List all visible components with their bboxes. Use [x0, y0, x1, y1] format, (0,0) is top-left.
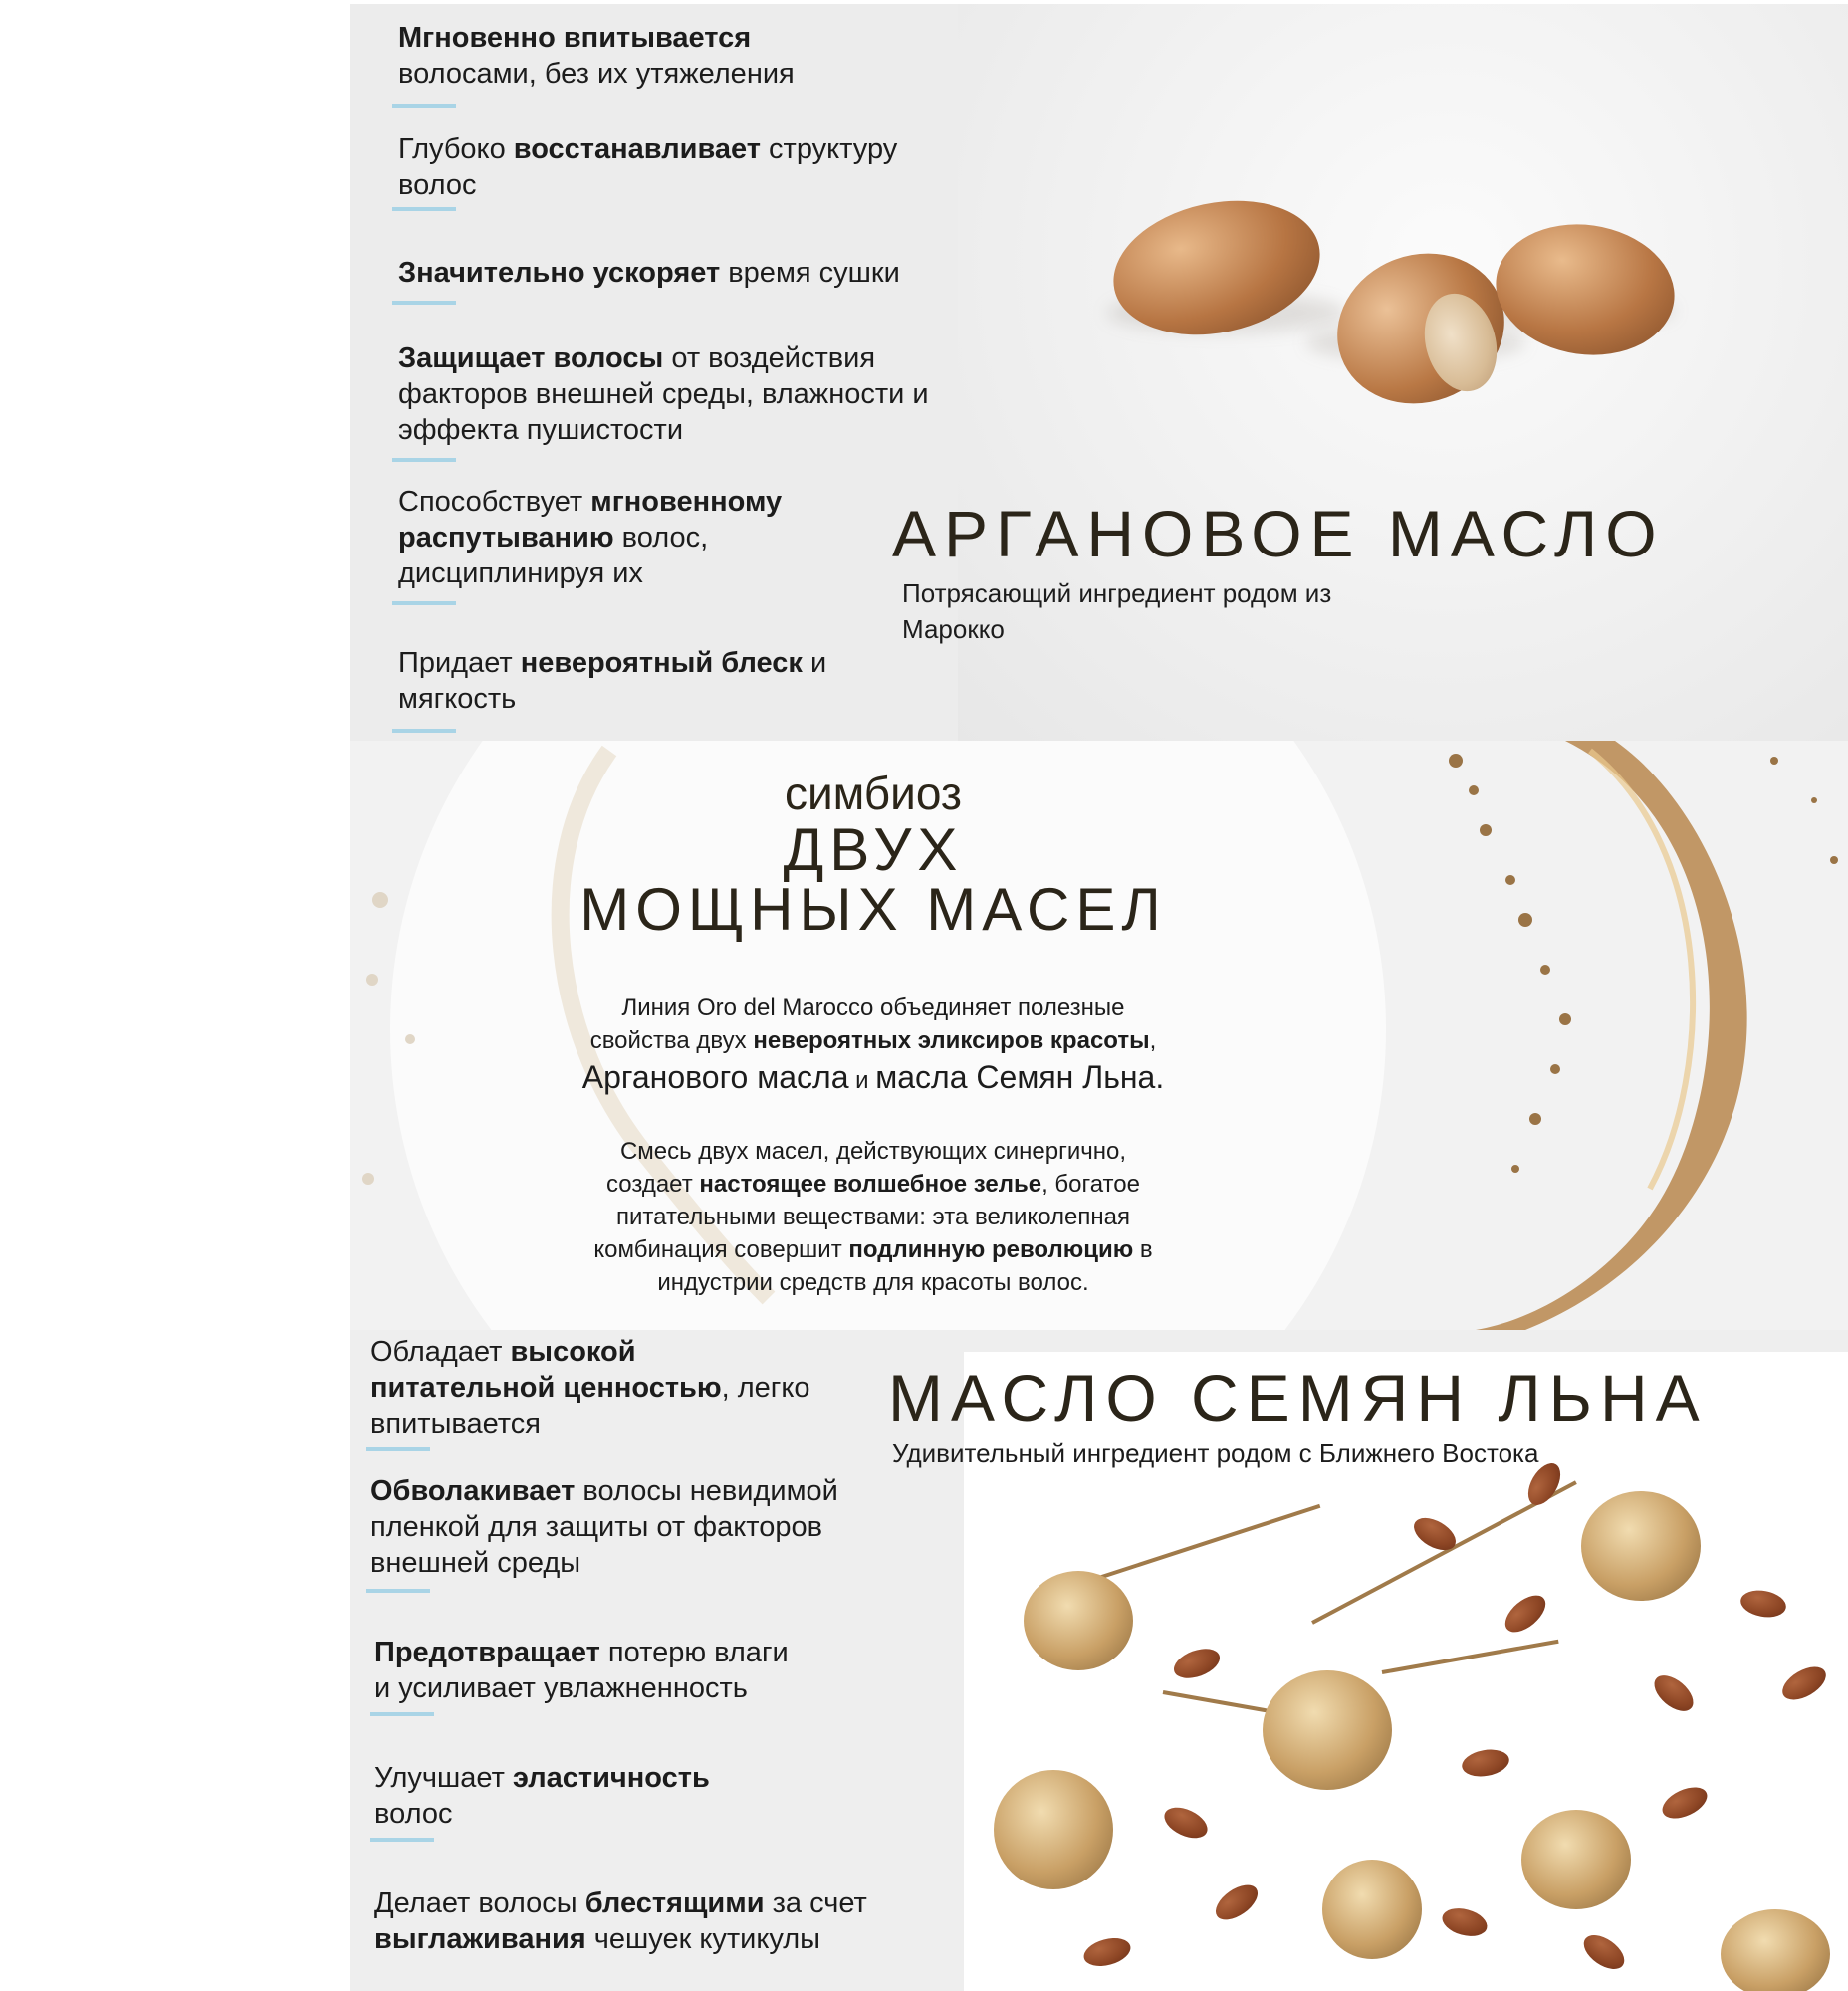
- symbiosis-paragraph-1: Линия Oro del Marocco объединяет полезные свойства двух невероятных эликсиров красоты, Арганового масла и масла Семян Льна.: [581, 995, 1165, 1095]
- oil-splash: [1416, 741, 1848, 1330]
- flax-oil-title: МАСЛО СЕМЯН ЛЬНА: [888, 1361, 1708, 1435]
- accent-rule: [366, 1447, 430, 1451]
- symbiosis-heading-two: ДВУХ: [783, 816, 964, 883]
- flax-pod: [1521, 1810, 1631, 1909]
- flax-seed: [1738, 1587, 1788, 1621]
- flax-seed: [1658, 1781, 1712, 1825]
- argan-benefit-3: Значительно ускоряет время сушки: [398, 257, 900, 289]
- argan-nut-cracked: [1316, 230, 1525, 426]
- flax-seed: [1499, 1589, 1551, 1640]
- accent-rule: [392, 458, 456, 462]
- flax-benefit-3: Предотвращает потерю влаги и усиливает увлажненность: [374, 1637, 789, 1704]
- symbiosis-heading-small: симбиоз: [784, 768, 962, 819]
- argan-benefit-2: Глубоко восстанавливает структуру волос: [398, 133, 898, 201]
- argan-oil-section: [350, 4, 1848, 741]
- flax-stem: [1082, 1504, 1320, 1585]
- argan-benefit-1: Мгновенно впитывается волосами, без их утяжеления: [398, 22, 795, 90]
- flax-seed: [1080, 1933, 1133, 1971]
- symbiosis-heading-oils: МОЩНЫХ МАСЕЛ: [579, 876, 1167, 943]
- flax-stem: [1382, 1640, 1559, 1674]
- argan-benefit-6: Придает невероятный блеск и мягкость: [398, 647, 827, 715]
- accent-rule: [392, 729, 456, 733]
- flax-seed: [1439, 1903, 1490, 1940]
- flax-seed: [1648, 1668, 1700, 1717]
- argan-benefit-4: Защищает волосы от воздействия факторов внешней среды, влажности и эффекта пушистости: [398, 342, 929, 446]
- flax-benefit-5: Делает волосы блестящими за счет выглаживания чешуек кутикулы: [374, 1887, 867, 1955]
- accent-rule: [370, 1838, 434, 1842]
- argan-oil-title: АРГАНОВОЕ МАСЛО: [892, 497, 1665, 570]
- flax-benefit-2: Обволакивает волосы невидимой пленкой для защиты от факторов внешней среды: [370, 1475, 838, 1579]
- accent-rule: [370, 1712, 434, 1716]
- flax-oil-subtitle: Удивительный ингредиент родом с Ближнего Востока: [892, 1438, 1539, 1468]
- flax-seed: [1170, 1644, 1224, 1684]
- flax-pod: [1263, 1670, 1392, 1790]
- flax-benefit-1: Обладает высокой питательной ценностью, легко впитывается: [370, 1336, 810, 1439]
- flax-pod: [994, 1770, 1113, 1889]
- symbiosis-section: [350, 741, 1848, 1330]
- flax-pod: [1322, 1860, 1422, 1959]
- flax-pod: [1024, 1571, 1133, 1670]
- flax-seed: [1210, 1879, 1264, 1927]
- accent-rule: [392, 301, 456, 305]
- argan-benefit-5: Способствует мгновенному распутыванию волос, дисциплинируя их: [398, 486, 783, 589]
- flax-pod: [1581, 1491, 1701, 1601]
- flax-seed: [1160, 1801, 1213, 1844]
- flax-seed: [1777, 1660, 1832, 1707]
- flax-benefit-4: Улучшает эластичность волос: [374, 1762, 710, 1830]
- flax-seed: [1578, 1928, 1631, 1976]
- accent-rule: [392, 601, 456, 605]
- argan-oil-subtitle: Потрясающий ингредиент родом из Марокко: [902, 578, 1332, 644]
- accent-rule: [392, 207, 456, 211]
- accent-rule: [366, 1589, 430, 1593]
- flax-pod: [1721, 1909, 1830, 1991]
- accent-rule: [392, 104, 456, 108]
- flax-seed: [1460, 1746, 1511, 1780]
- symbiosis-paragraph-2: Смесь двух масел, действующих синергично, создает настоящее волшебное зелье, богатое питательными веществами: эта великолепная комбинация совершит подлинную революцию в индустрии средств для красоты волос.: [593, 1138, 1153, 1296]
- flax-oil-section: [350, 1330, 1848, 1991]
